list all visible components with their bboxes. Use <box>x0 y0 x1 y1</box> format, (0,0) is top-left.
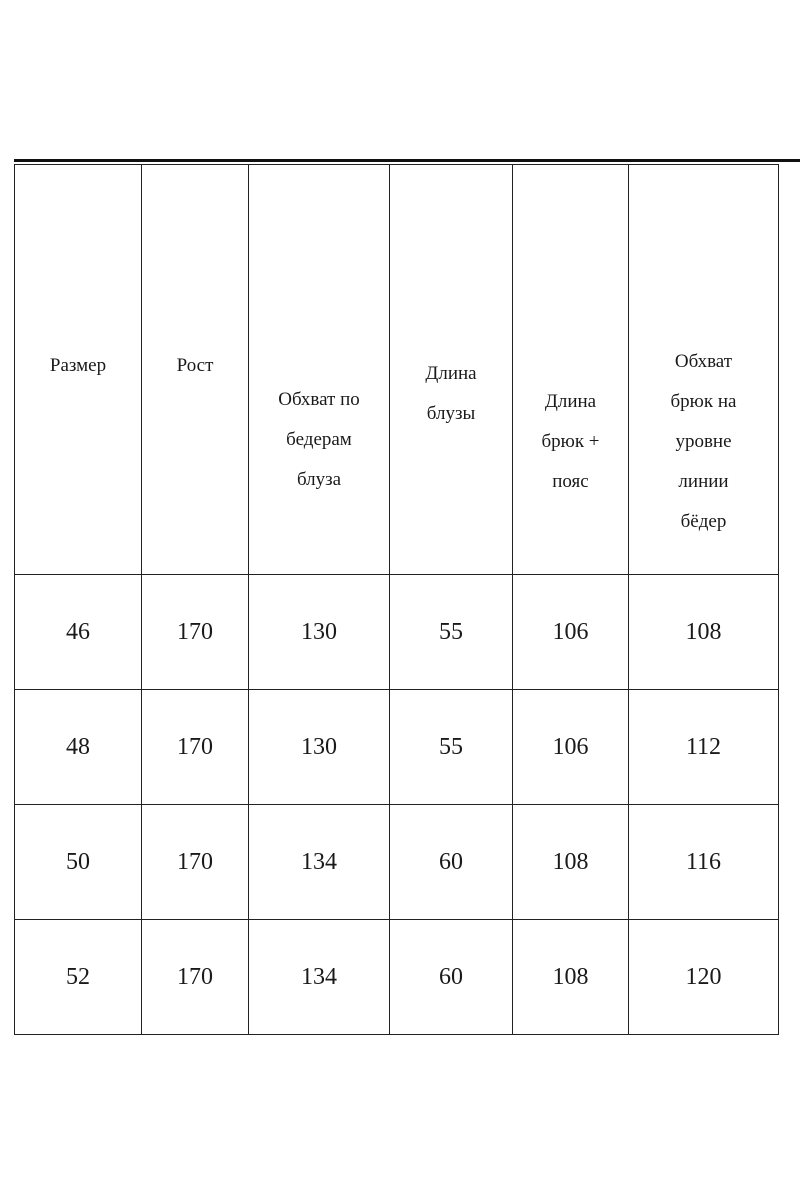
table-cell: 170 <box>142 575 249 690</box>
table-cell: 116 <box>629 805 779 920</box>
header-size-label: Размер <box>49 354 107 376</box>
top-rule <box>14 159 800 162</box>
table-cell: 46 <box>15 575 142 690</box>
header-size <box>15 165 142 575</box>
table-cell: 108 <box>513 920 629 1035</box>
header-trouser-hip-label: Обхват брюк на уровне линии бёдер <box>670 350 737 532</box>
table-row <box>15 805 779 920</box>
table-cell: 134 <box>249 920 390 1035</box>
header-row <box>15 165 779 575</box>
table-cell: 112 <box>629 690 779 805</box>
table-cell: 108 <box>629 575 779 690</box>
table-cell: 60 <box>390 805 513 920</box>
header-trouser-length-label: Длина брюк + пояс <box>541 390 600 492</box>
table-cell: 106 <box>513 575 629 690</box>
table-cell: 50 <box>15 805 142 920</box>
header-blouse-length-label: Длина блузы <box>425 362 477 424</box>
table-cell: 130 <box>249 575 390 690</box>
header-height-label: Рост <box>176 354 214 376</box>
header-trouser-length <box>513 165 629 575</box>
table-cell: 170 <box>142 805 249 920</box>
table-cell: 170 <box>142 920 249 1035</box>
table-cell: 134 <box>249 805 390 920</box>
table-cell: 106 <box>513 690 629 805</box>
table-cell: 170 <box>142 690 249 805</box>
header-blouse-hip-label: Обхват по бедерам блуза <box>278 388 360 490</box>
table-cell: 60 <box>390 920 513 1035</box>
header-blouse-length <box>390 165 513 575</box>
table-cell: 55 <box>390 575 513 690</box>
table-cell: 108 <box>513 805 629 920</box>
table-cell: 130 <box>249 690 390 805</box>
table-cell: 55 <box>390 690 513 805</box>
table-row <box>15 690 779 805</box>
table-row <box>15 920 779 1035</box>
header-blouse-hip <box>249 165 390 575</box>
header-height <box>142 165 249 575</box>
table-cell: 52 <box>15 920 142 1035</box>
table-cell: 48 <box>15 690 142 805</box>
table-row <box>15 575 779 690</box>
header-trouser-hip <box>629 165 779 575</box>
table-cell: 120 <box>629 920 779 1035</box>
size-chart-table <box>14 164 779 1035</box>
